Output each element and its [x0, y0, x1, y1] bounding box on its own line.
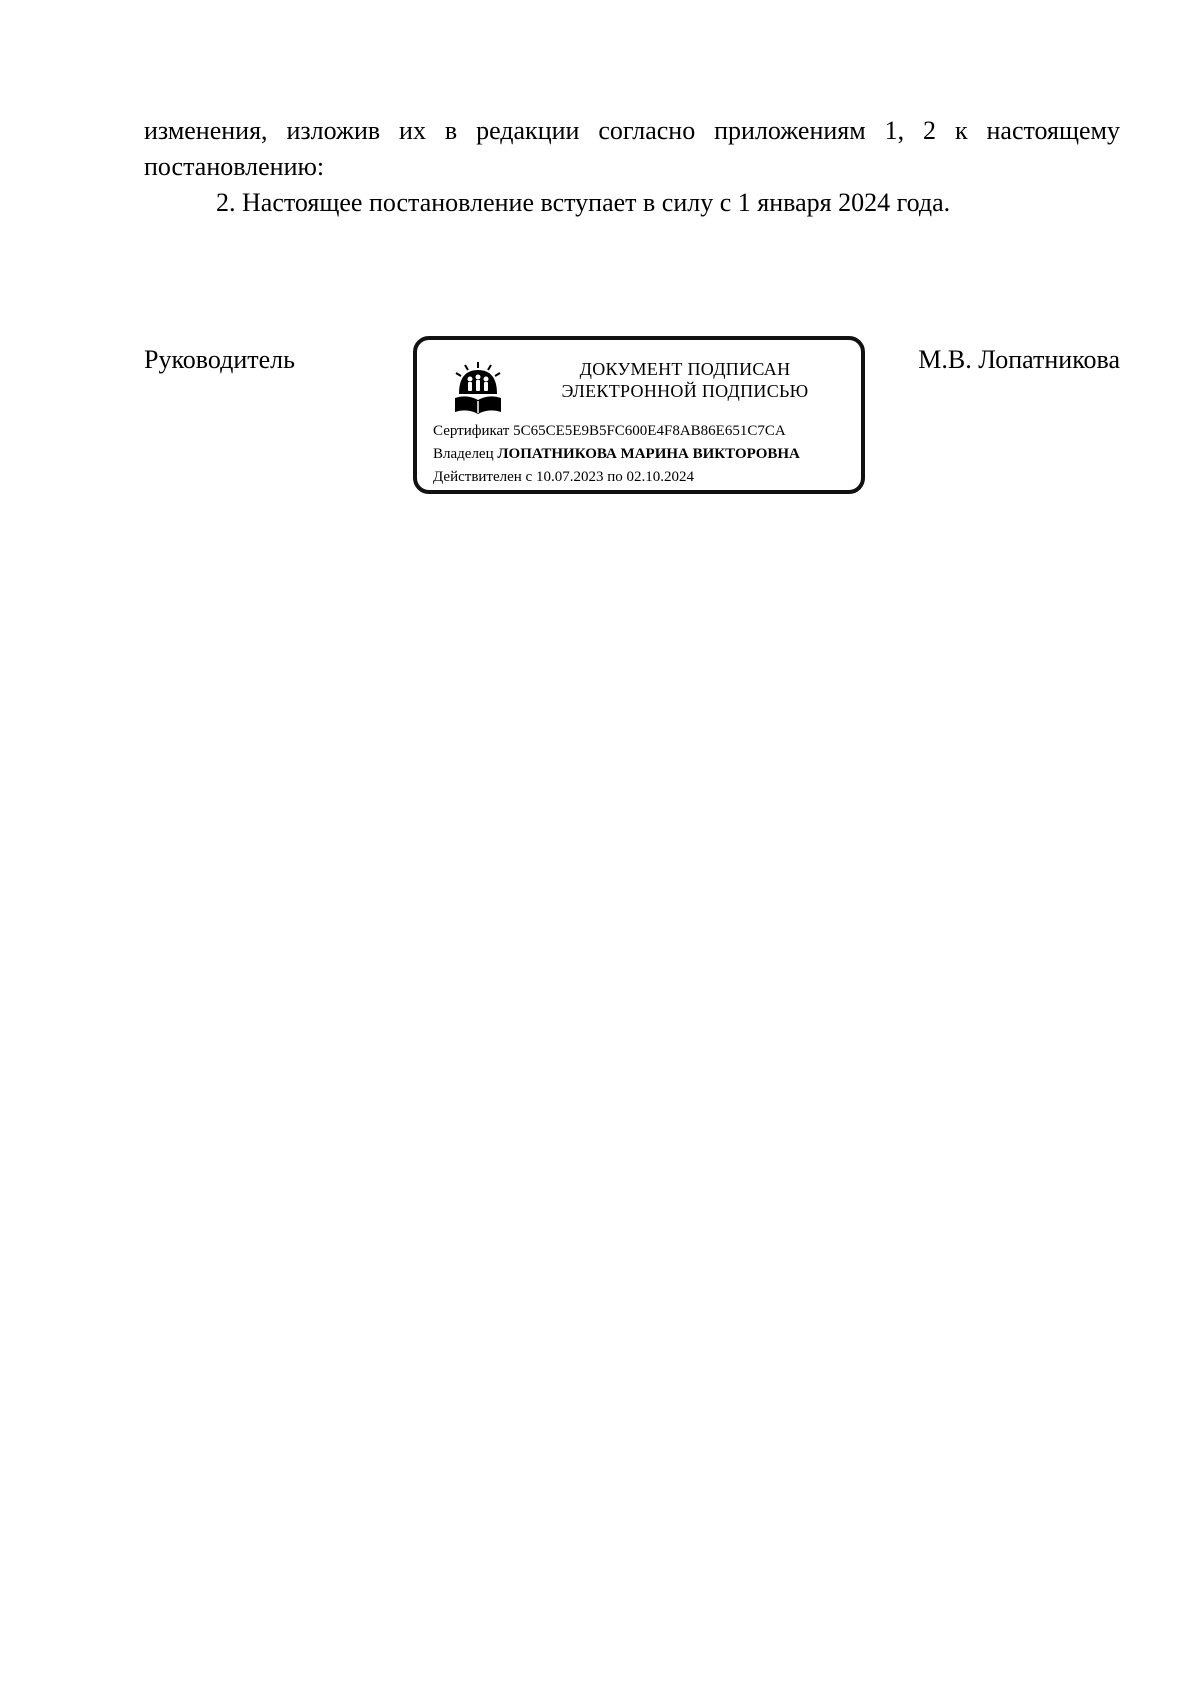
owner-label: Владелец — [433, 446, 494, 462]
paragraph-effective-date: 2. Настоящее постановление вступает в силу с 1 января 2024 года. — [216, 188, 951, 217]
signatory-name: М.В. Лопатникова — [918, 345, 1120, 374]
valid-to: 02.10.2024 — [626, 469, 694, 485]
owner-line — [433, 443, 800, 466]
coat-of-arms-icon — [451, 360, 505, 416]
validity-line — [433, 466, 800, 489]
signature-block — [144, 336, 1120, 506]
stamp-title — [525, 358, 845, 402]
stamp-details — [433, 420, 800, 489]
stamp-title-line-1: ДОКУМЕНТ ПОДПИСАН — [579, 359, 791, 379]
valid-from: 10.07.2023 — [535, 469, 604, 485]
certificate-value: 5C65CE5E9B5FC600E4F8AB86E651C7CA — [513, 423, 786, 439]
signatory-position: Руководитель — [144, 345, 295, 374]
stamp-title-line-2: ЭЛЕКТРОННОЙ ПОДПИСЬЮ — [561, 381, 809, 401]
paragraph-changes: изменения, изложив их в редакции согласно приложениям 1, 2 к настоящему постановлению: — [144, 116, 1120, 181]
electronic-signature-stamp — [413, 336, 865, 494]
valid-label: Действителен с — [433, 469, 533, 485]
document-body — [144, 113, 1120, 221]
valid-to-label: по — [607, 469, 623, 485]
certificate-label: Сертификат — [433, 423, 510, 439]
certificate-line — [433, 420, 800, 443]
owner-value: ЛОПАТНИКОВА МАРИНА ВИКТОРОВНА — [497, 446, 800, 462]
